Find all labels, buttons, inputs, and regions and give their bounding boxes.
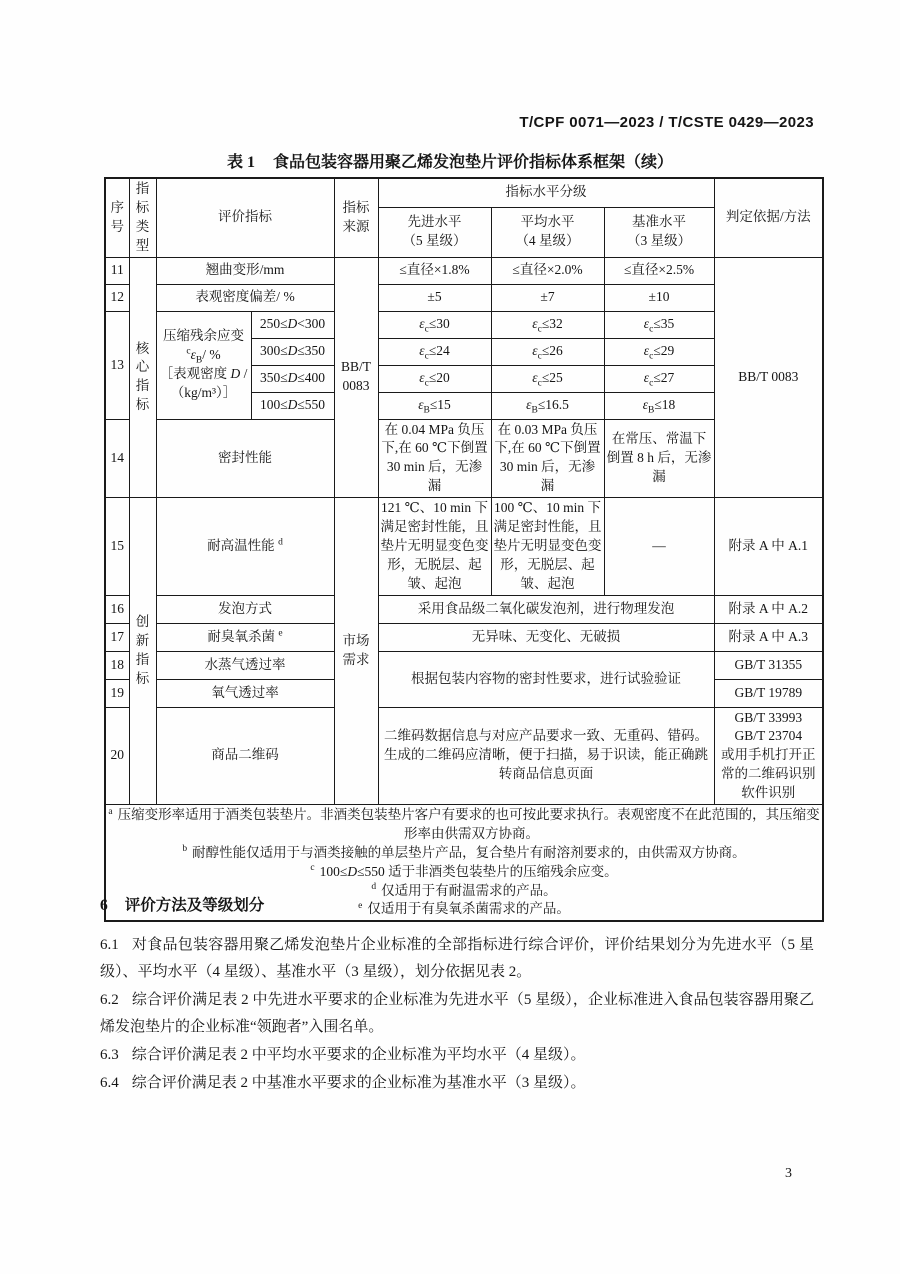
cell-no-15: 15: [105, 498, 129, 595]
header-indicator: 评价指标: [156, 178, 334, 257]
cell-indicator-20: 商品二维码: [156, 707, 334, 804]
cell-indicator-14: 密封性能: [156, 419, 334, 498]
cell-adv-11: ≤直径×1.8%: [378, 257, 491, 284]
cell-indicator-13: 压缩残余应变 $^c\varepsilon_B/$ % ［表观密度 D / （kg/m³）］: [156, 311, 251, 419]
cell-base-12: ±10: [604, 284, 714, 311]
cell-merged-17: 无异味、无变化、无破损: [378, 623, 714, 651]
cell-indicator-15: 耐高温性能 $^d$: [156, 498, 334, 595]
cell-adv-13-2: $\varepsilon_c\le 24$: [378, 338, 491, 365]
footnote-c-text: 100≤D≤550 适于非酒类包装垫片的压缩残余应变。: [319, 863, 618, 879]
header-levels: 指标水平分级: [378, 178, 714, 207]
cell-basis-19: GB/T 19789: [714, 679, 823, 707]
page-number: 3: [785, 1166, 792, 1181]
footnote-c: [108, 863, 820, 882]
footnote-a-text: 压缩变形率适用于酒类包装垫片。非酒类包装垫片客户有要求的也可按此要求执行。表观密度不在此范围的，其压缩变形率由供需双方协商。: [117, 807, 820, 841]
cell-merged-20: 二维码数据信息与对应产品要求一致、无重码、错码。生成的二维码应清晰，便于扫描，易于识读，能正确跳转商品信息页面: [378, 707, 714, 804]
paragraph-6-3: [100, 1042, 814, 1069]
paragraph-6-1: [100, 932, 814, 986]
cell-indicator-11: 翘曲变形/mm: [156, 257, 334, 284]
cell-merged-18-19: 根据包装内容物的密封性要求，进行试验验证: [378, 651, 714, 707]
cell-adv-13-1: $\varepsilon_c\le 30$: [378, 311, 491, 338]
cell-no-16: 16: [105, 595, 129, 623]
header-type: 指标类型: [129, 178, 156, 257]
cell-range-13-3: 350≤D≤400: [251, 365, 334, 392]
cell-source-core: BB/T 0083: [334, 257, 378, 498]
cell-base-13-3: $\varepsilon_c\le 27$: [604, 365, 714, 392]
cell-no-19: 19: [105, 679, 129, 707]
footnote-c-marker: c: [310, 863, 315, 874]
section-6: [100, 893, 814, 1098]
footnote-a: [108, 806, 820, 844]
cell-adv-14: 在 0.04 MPa 负压下,在 60 ℃下倒置 30 min 后，无渗漏: [378, 419, 491, 498]
cell-avg-13-4: $\varepsilon_B\le 16.5$: [491, 392, 604, 419]
cell-no-20: 20: [105, 707, 129, 804]
cell-basis-20: GB/T 33993 GB/T 23704 或用手机打开正常的二维码识别软件识别: [714, 707, 823, 804]
cell-type-core: 核心指标: [129, 257, 156, 498]
header-level-advanced: 先进水平 （5 星级）: [378, 207, 491, 257]
header-source: 指标来源: [334, 178, 378, 257]
section-6-heading: [100, 893, 814, 915]
cell-avg-14: 在 0.03 MPa 负压下,在 60 ℃下倒置 30 min 后，无渗漏: [491, 419, 604, 498]
cell-avg-11: ≤直径×2.0%: [491, 257, 604, 284]
paragraph-6-3-number: 6.3: [100, 1047, 119, 1063]
cell-indicator-17: 耐臭氧杀菌 $^e$: [156, 623, 334, 651]
footnote-b: [108, 844, 820, 863]
footnote-e-marker: e: [358, 900, 363, 911]
cell-basis-15: 附录 A 中 A.1: [714, 498, 823, 595]
cell-avg-13-2: $\varepsilon_c\le 26$: [491, 338, 604, 365]
cell-indicator-18: 水蒸气透过率: [156, 651, 334, 679]
cell-adv-15: 121 ℃、10 min 下满足密封性能，且垫片无明显变色变形，无脱层、起皱、起泡: [378, 498, 491, 595]
footnote-d-text: 仅适用于有耐温需求的产品。: [381, 882, 557, 898]
table-title: [0, 149, 900, 172]
paragraph-6-4-text: 综合评价满足表 2 中基准水平要求的企业标准为基准水平（3 星级）。: [131, 1075, 586, 1091]
header-basis: 判定依据/方法: [714, 178, 823, 257]
cell-indicator-19: 氧气透过率: [156, 679, 334, 707]
standard-code-header: T/CPF 0071—2023 / T/CSTE 0429—2023: [519, 114, 814, 131]
cell-base-13-1: $\varepsilon_c\le 35$: [604, 311, 714, 338]
cell-avg-13-3: $\varepsilon_c\le 25$: [491, 365, 604, 392]
cell-adv-13-3: $\varepsilon_c\le 20$: [378, 365, 491, 392]
cell-avg-12: ±7: [491, 284, 604, 311]
cell-type-innovation: 创新指标: [129, 498, 156, 805]
table-title-text: 食品包装容器用聚乙烯发泡垫片评价指标体系框架（续）: [273, 154, 674, 171]
paragraph-6-2: [100, 987, 814, 1041]
paragraph-6-3-text: 综合评价满足表 2 中平均水平要求的企业标准为平均水平（4 星级）。: [131, 1047, 586, 1063]
footnote-e-text: 仅适用于有臭氧杀菌需求的产品。: [367, 901, 570, 917]
cell-basis-core: BB/T 0083: [714, 257, 823, 498]
cell-base-15: —: [604, 498, 714, 595]
cell-indicator-16: 发泡方式: [156, 595, 334, 623]
cell-no-17: 17: [105, 623, 129, 651]
paragraph-6-2-number: 6.2: [100, 992, 119, 1008]
section-6-title: 评价方法及等级划分: [124, 897, 265, 914]
cell-avg-13-1: $\varepsilon_c\le 32$: [491, 311, 604, 338]
cell-no-14: 14: [105, 419, 129, 498]
cell-indicator-12: 表观密度偏差/ %: [156, 284, 334, 311]
paragraph-6-1-text: 对食品包装容器用聚乙烯发泡垫片企业标准的全部指标进行综合评价，评价结果划分为先进水平（5 星级）、平均水平（4 星级）、基准水平（3 星级），划分依据见表 2。: [100, 937, 814, 980]
cell-base-14: 在常压、常温下倒置 8 h 后，无渗漏: [604, 419, 714, 498]
footnote-a-marker: a: [108, 806, 113, 817]
cell-avg-15: 100 ℃、10 min 下满足密封性能，且垫片无明显变色变形，无脱层、起皱、起泡: [491, 498, 604, 595]
paragraph-6-1-number: 6.1: [100, 937, 119, 953]
header-level-average: 平均水平 （4 星级）: [491, 207, 604, 257]
cell-adv-12: ±5: [378, 284, 491, 311]
header-level-baseline: 基准水平 （3 星级）: [604, 207, 714, 257]
section-6-number: 6: [100, 897, 108, 914]
footnote-b-text: 耐醇性能仅适用于与酒类接触的单层垫片产品，复合垫片有耐溶剂要求的，由供需双方协商。: [192, 844, 746, 860]
cell-no-12: 12: [105, 284, 129, 311]
cell-range-13-4: 100≤D≤550: [251, 392, 334, 419]
evaluation-indicator-table: [104, 177, 824, 922]
cell-no-11: 11: [105, 257, 129, 284]
table-title-label: 表 1: [226, 154, 255, 171]
footnote-b-marker: b: [182, 844, 188, 855]
cell-range-13-2: 300≤D≤350: [251, 338, 334, 365]
cell-adv-13-4: $\varepsilon_B\le 15$: [378, 392, 491, 419]
paragraph-6-2-text: 综合评价满足表 2 中先进水平要求的企业标准为先进水平（5 星级），企业标准进入食品包装容器用聚乙烯发泡垫片的企业标准“领跑者”入围名单。: [100, 992, 814, 1035]
cell-base-13-4: $\varepsilon_B\le 18$: [604, 392, 714, 419]
cell-source-innovation: 市场需求: [334, 498, 378, 805]
header-no: 序号: [105, 178, 129, 257]
paragraph-6-4-number: 6.4: [100, 1075, 119, 1091]
cell-range-13-1: 250≤D<300: [251, 311, 334, 338]
cell-no-13: 13: [105, 311, 129, 419]
cell-base-11: ≤直径×2.5%: [604, 257, 714, 284]
cell-basis-17: 附录 A 中 A.3: [714, 623, 823, 651]
paragraph-6-4: [100, 1070, 814, 1097]
cell-merged-16: 采用食品级二氧化碳发泡剂，进行物理发泡: [378, 595, 714, 623]
cell-basis-18: GB/T 31355: [714, 651, 823, 679]
cell-basis-16: 附录 A 中 A.2: [714, 595, 823, 623]
footnote-d-marker: d: [371, 882, 377, 893]
cell-base-13-2: $\varepsilon_c\le 29$: [604, 338, 714, 365]
cell-no-18: 18: [105, 651, 129, 679]
